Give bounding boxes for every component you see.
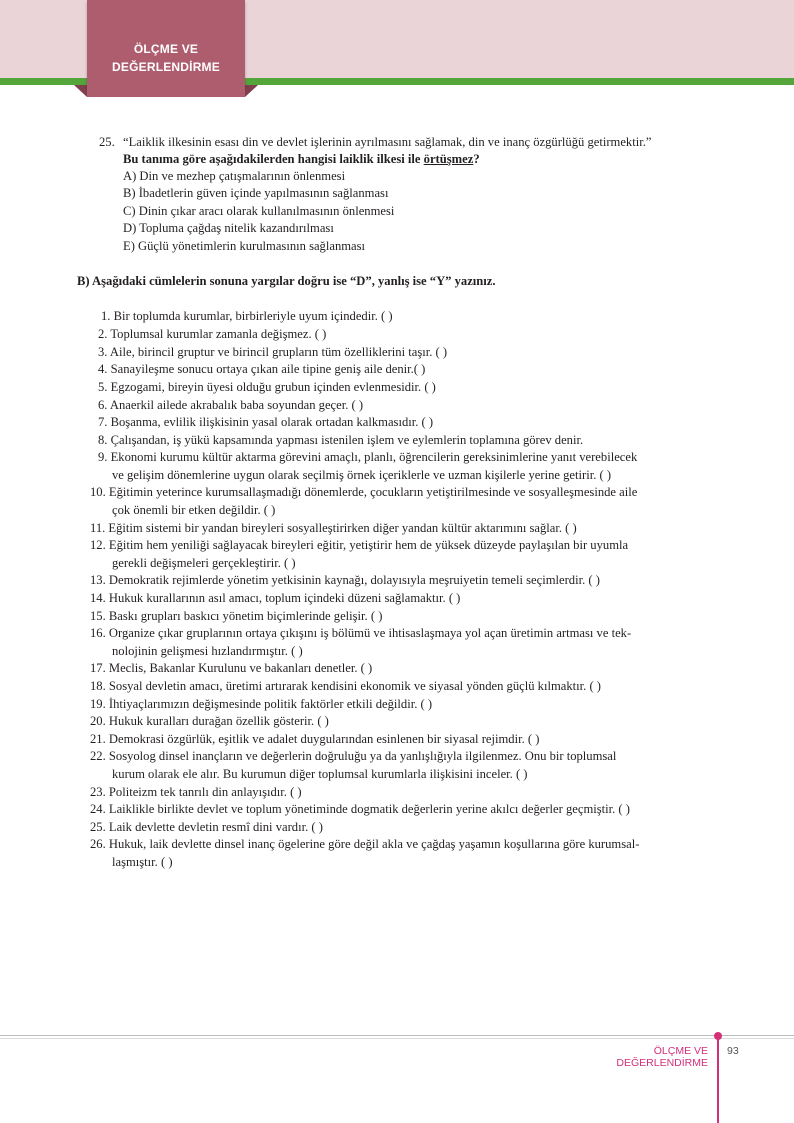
tf-line: 11. Eğitim sistemi bir yandan bireyleri sosyalleştirirken diğer yandan kültür aktarımını sağlar. ( ) <box>90 521 577 535</box>
page-number: 93 <box>727 1045 739 1057</box>
tf-line: 13. Demokratik rejimlerde yönetim yetkisinin kaynağı, dolayısıyla meşruiyetin temeli seçimlerdir. ( ) <box>90 573 600 587</box>
tf-line: 14. Hukuk kurallarının asıl amacı, toplum içindeki düzeni sağlamaktır. ( ) <box>90 591 461 605</box>
section-b-heading: B) Aşağıdaki cümlelerin sonuna yargılar doğru ise “D”, yanlış ise “Y” yazınız. <box>77 274 496 288</box>
header-tab-bottom <box>87 85 245 97</box>
header-tab-line2: DEĞERLENDİRME <box>112 60 220 74</box>
tf-line: 16. Organize çıkar gruplarının ortaya çıkışını iş bölümü ve ihtisaslaşmaya yol açan üretimin artması ve tek- <box>90 626 632 640</box>
tf-line: 18. Sosyal devletin amacı, üretimi artırarak kendisini ekonomik ve siyasal yönden güçlü kılmaktır. ( ) <box>90 679 601 693</box>
tf-line: 15. Baskı grupları baskıcı yönetim biçimlerinde gelişir. ( ) <box>90 609 383 623</box>
q25-question-start: Bu tanıma göre aşağıdakilerden hangisi laiklik ilkesi ile <box>123 152 424 166</box>
q25-option-a: A) Din ve mezhep çatışmalarının önlenmesi <box>123 169 346 183</box>
tf-line-cont: kurum olarak ele alır. Bu kurumun diğer toplumsal kurumlarla ilişkisini inceler. ( ) <box>112 767 528 781</box>
tf-line: 23. Politeizm tek tanrılı din anlayışıdır. ( ) <box>90 785 302 799</box>
footer-dot <box>714 1032 722 1040</box>
tf-line: 17. Meclis, Bakanlar Kurulunu ve bakanları denetler. ( ) <box>90 661 373 675</box>
header-tab-title <box>87 40 245 76</box>
tf-line: 9. Ekonomi kurumu kültür aktarma görevini amaçlı, planlı, öğrencilerin gereksinimlerine yanıt verebilecek <box>98 450 638 464</box>
footer-rule <box>0 1035 794 1036</box>
footer-rule-shadow <box>0 1038 794 1039</box>
tf-line: 21. Demokrasi özgürlük, eşitlik ve adalet duygularından esinlenen bir siyasal rejimdir. ( ) <box>90 732 540 746</box>
tf-line: 26. Hukuk, laik devlette dinsel inanç ögelerine göre değil akla ve çağdaş yaşamın koşullarına göre kurumsal- <box>90 837 640 851</box>
tf-line: 2. Toplumsal kurumlar zamanla değişmez. ( ) <box>98 327 327 341</box>
header-tab-fold-right <box>245 85 258 97</box>
tf-line: 7. Boşanma, evlilik ilişkisinin yasal olarak ortadan kalkmasıdır. ( ) <box>98 415 434 429</box>
tf-line: 5. Egzogami, bireyin üyesi olduğu grubun içinden evlenmesidir. ( ) <box>98 380 436 394</box>
q25-option-d: D) Topluma çağdaş nitelik kazandırılması <box>123 221 334 235</box>
tf-line-cont: ve gelişim dönemlerine uygun olarak seçilmiş örnek içeriklerle ve uzman kişilerle yerine getirir. ( ) <box>112 468 612 482</box>
tf-line: 22. Sosyolog dinsel inançların ve değerlerin doğruluğu ya da yanlışlığıyla ilgilenmez. Onu bir toplumsal <box>90 749 617 763</box>
q25-option-c: C) Dinin çıkar aracı olarak kullanılmasının önlenmesi <box>123 204 395 218</box>
tf-line-cont: çok önemli bir etken değildir. ( ) <box>112 503 276 517</box>
tf-line: 10. Eğitimin yeterince kurumsallaşmadığı dönemlerde, çocukların yetiştirilmesinde ve sosyalleşmesinde aile <box>90 485 638 499</box>
tf-line-cont: laşmıştır. ( ) <box>112 855 173 869</box>
header-tab-fold-left <box>74 85 87 97</box>
footer-section-label: ÖLÇME VE DEĞERLENDİRME <box>616 1045 708 1069</box>
q25-quote: “Laiklik ilkesinin esası din ve devlet işlerinin ayrılmasını sağlamak, din ve inanç özgürlüğü getirmektir.” <box>123 135 652 149</box>
q25-question <box>123 151 480 168</box>
tf-line: 4. Sanayileşme sonucu ortaya çıkan aile tipine geniş aile denir.( ) <box>98 362 426 376</box>
tf-line: 8. Çalışandan, iş yükü kapsamında yapması istenilen işlem ve eylemlerin toplamına görev denir. <box>98 433 584 447</box>
tf-line-cont: gerekli değişmeleri gerçekleştirir. ( ) <box>112 556 296 570</box>
tf-line: 12. Eğitim hem yeniliği sağlayacak bireyleri eğitir, yetiştirir hem de yüksek düzeyde paylaşılan bir uyumla <box>90 538 629 552</box>
tf-line: 6. Anaerkil ailede akrabalık baba soyundan geçer. ( ) <box>98 398 364 412</box>
tf-line: 19. İhtiyaçlarımızın değişmesinde politik faktörler etkili değildir. ( ) <box>90 697 433 711</box>
tf-line: 1. Bir toplumda kurumlar, birbirleriyle uyum içindedir. ( ) <box>101 309 393 323</box>
tf-line: 3. Aile, birincil gruptur ve birincil grupların tüm özelliklerini taşır. ( ) <box>98 345 448 359</box>
tf-line: 25. Laik devlette devletin resmî dini vardır. ( ) <box>90 820 323 834</box>
footer-vertical-rule <box>717 1036 719 1123</box>
q25-question-underlined: örtüşmez <box>423 152 474 166</box>
tf-line: 20. Hukuk kuralları durağan özellik gösterir. ( ) <box>90 714 329 728</box>
tf-line-cont: nolojinin gelişmesi hızlandırmıştır. ( ) <box>112 644 303 658</box>
tf-line: 24. Laiklikle birlikte devlet ve toplum yönetiminde dogmatik değerlerin yerine akılcı değerler geçmiştir. ( ) <box>90 802 630 816</box>
q25-option-e: E) Güçlü yönetimlerin kurulmasının sağlanması <box>123 239 366 253</box>
header-tab-line1: ÖLÇME VE <box>133 42 199 56</box>
q25-number: 25. <box>99 135 115 149</box>
q25-question-end: ? <box>473 152 480 166</box>
q25-option-b: B) İbadetlerin güven içinde yapılmasının sağlanması <box>123 186 389 200</box>
